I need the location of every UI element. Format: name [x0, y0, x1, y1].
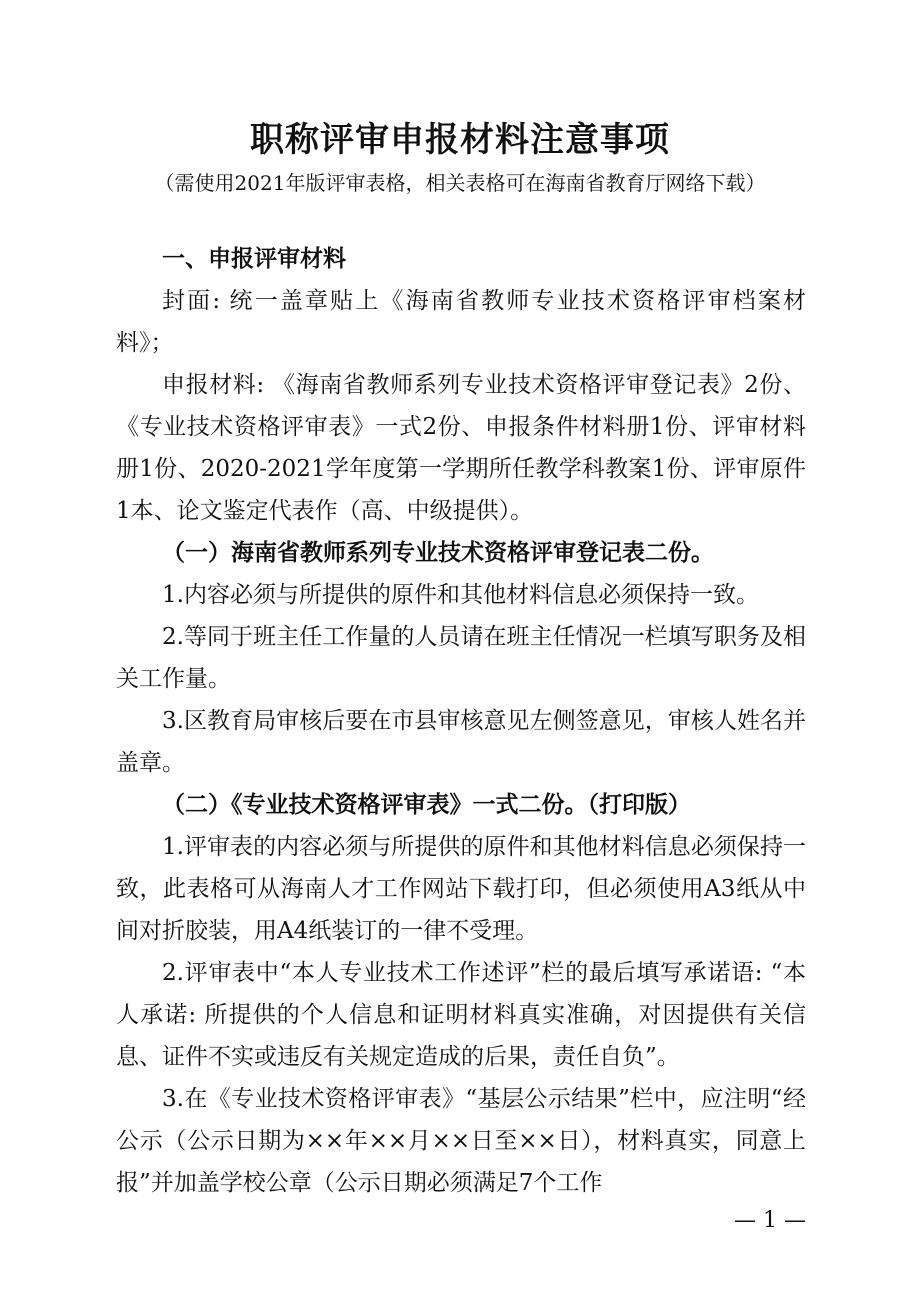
list-item: 3.区教育局审核后要在市县审核意见左侧签意见，审核人姓名并盖章。 — [116, 708, 806, 776]
list-item: 1.内容必须与所提供的原件和其他材料信息必须保持一致。 — [162, 582, 759, 608]
list-item: 2.评审表中“本人专业技术工作述评”栏的最后填写承诺语: “本人承诺: 所提供的个人信息和证明材料真实准确，对因提供有关信息、证件不实或违反有关规定造成的后果，责任自负”。 — [116, 960, 806, 1070]
list-item: 1.评审表的内容必须与所提供的原件和其他材料信息必须保持一致，此表格可从海南人才工作网站下载打印，但必须使用A3纸从中间对折胶装，用A4纸装订的一律不受理。 — [116, 834, 806, 944]
paragraph-cover: 封面: 统一盖章贴上《海南省教师专业技术资格评审档案材料》； — [116, 288, 806, 356]
list-item: 3.在《专业技术资格评审表》“基层公示结果”栏中，应注明“经公示（公示日期为××年××月××日至××日），材料真实，同意上报”并加盖学校公章（公示日期必须满足7个工作 — [116, 1086, 806, 1196]
document-body — [116, 238, 806, 1204]
document-title: 职称评审申报材料注意事项 — [250, 120, 670, 160]
subsection-heading-1: （一）海南省教师系列专业技术资格评审登记表二份。 — [162, 539, 714, 566]
subsection-heading-2: （二）《专业技术资格评审表》一式二份。（打印版） — [162, 791, 691, 818]
paragraph-materials: 申报材料: 《海南省教师系列专业技术资格评审登记表》2份、《专业技术资格评审表》一式2份、申报条件材料册1份、评审材料册1份、2020-2021学年度第一学期所任教学科教案1份、评审原件1本、论文鉴定代表作（高、中级提供）。 — [116, 372, 806, 524]
document-subtitle: （需使用2021年版评审表格，相关表格可在海南省教育厅网络下载） — [154, 171, 766, 195]
page-number: — 1 — — [734, 1208, 806, 1233]
list-item: 2.等同于班主任工作量的人员请在班主任情况一栏填写职务及相关工作量。 — [116, 624, 806, 692]
section-heading: 一、申报评审材料 — [162, 246, 346, 272]
